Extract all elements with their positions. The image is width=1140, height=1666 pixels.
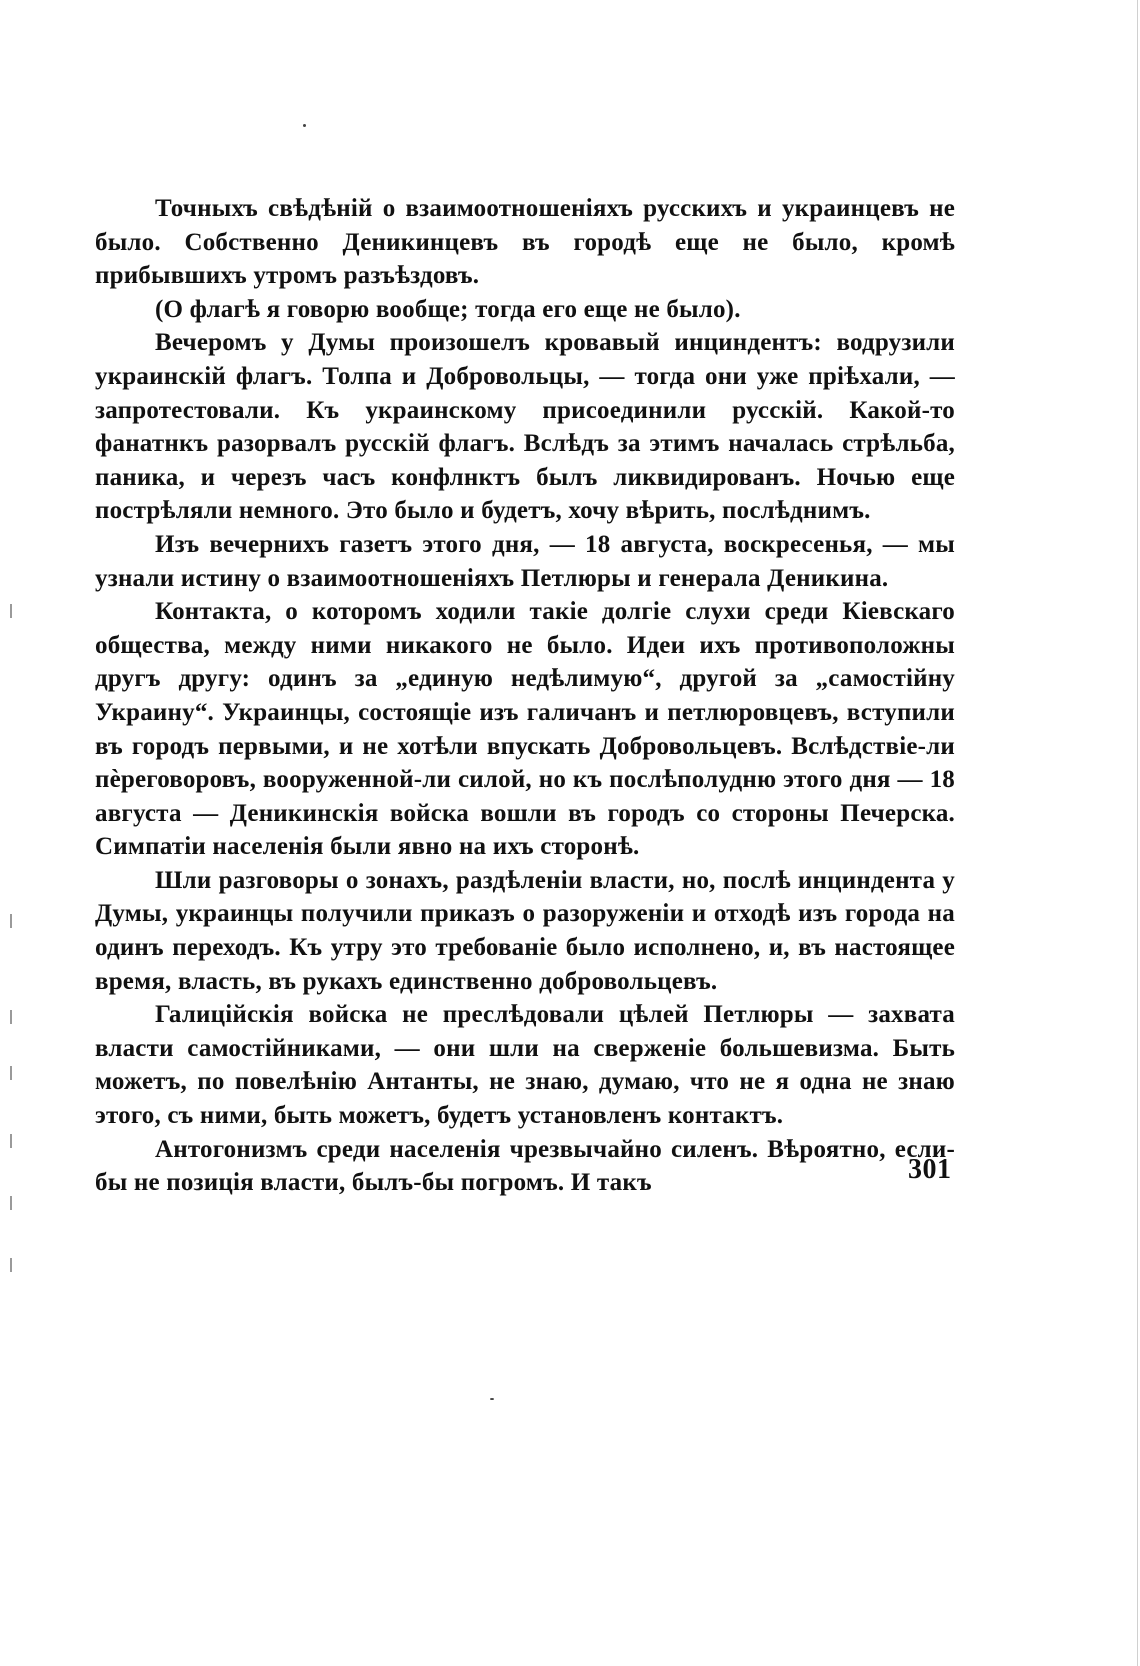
margin-mark bbox=[10, 1066, 12, 1080]
paragraph: (О флагѣ я говорю вообще; тогда его еще не было). bbox=[155, 295, 741, 323]
paragraph: Антогонизмъ среди населенія чрезвычайно силенъ. Вѣроятно, если-бы не позиція власти, былъ-бы погромъ. И такъ bbox=[95, 1135, 955, 1197]
margin-mark bbox=[10, 1010, 12, 1024]
margin-mark bbox=[10, 604, 12, 618]
paragraph: Шли разговоры о зонахъ, раздѣленіи власти, но, послѣ инциндента у Думы, украинцы получили приказъ о разоруженіи и отходѣ изъ города на одинъ переходъ. Къ утру это требованіе было исполнено, и, въ настоящее время, власть, въ рукахъ единственно добровольцевъ. bbox=[95, 866, 955, 995]
paragraph: Вечеромъ у Думы произошелъ кровавый инциндентъ: водрузили украинскій флагъ. Толпа и Добровольцы, — тогда они уже пріѣхали, — запротестовали. Къ украинскому присоединили русскій. Какой-то фанатнкъ разорвалъ русскій флагъ. Вслѣдъ за этимъ началась стрѣльба, паника, и черезъ часъ конфлнктъ былъ ликвидированъ. Ночью еще пострѣляли немного. Это было и будетъ, хочу вѣрить, послѣднимъ. bbox=[95, 329, 955, 525]
scan-speck bbox=[303, 124, 306, 127]
margin-mark bbox=[10, 1258, 12, 1272]
margin-mark bbox=[10, 1134, 12, 1148]
paragraph: Контакта, о которомъ ходили такіе долгіе слухи среди Кіевскаго общества, между ними никакого не было. Идеи ихъ противоположны другъ другу: одинъ за „единую недѣлимую“, другой за „самостійну Украину“. Украинцы, состоящіе изъ галичанъ и петлюровцевъ, вступили въ городъ первыми, и не хотѣли впускать Добровольцевъ. Вслѣдствіе-ли пѐреговоровъ, вооруженной-ли силой, но къ послѣполудню этого дня — 18 августа — Деникинскія войска вошли въ городъ со стороны Печерска. Симпатіи населенія были явно на ихъ сторонѣ. bbox=[95, 598, 955, 861]
paragraph: Изъ вечернихъ газетъ этого дня, — 18 августа, воскресенья, — мы узнали истину о взаимоотношеніяхъ Петлюры и генерала Деникина. bbox=[95, 530, 955, 592]
scan-edge-line bbox=[1137, 0, 1138, 1666]
paragraph: Галиційскія войска не преслѣдовали цѣлей Петлюры — захвата власти самостійниками, — они шли на сверженіе большевизма. Быть можетъ, по повелѣнію Антанты, не знаю, думаю, что не я одна не знаю этого, съ ними, быть можетъ, будетъ установленъ контактъ. bbox=[95, 1001, 955, 1130]
margin-mark bbox=[10, 914, 12, 928]
body-text bbox=[95, 192, 955, 1200]
page-number: 301 bbox=[908, 1154, 952, 1185]
scan-speck bbox=[490, 1398, 494, 1400]
margin-mark bbox=[10, 1196, 12, 1210]
paragraph: Точныхъ свѣдѣній о взаимоотношеніяхъ русскихъ и украинцевъ не было. Собственно Деникинцевъ въ городѣ еще не было, кромѣ прибывшихъ утромъ разъѣздовъ. bbox=[95, 195, 955, 290]
